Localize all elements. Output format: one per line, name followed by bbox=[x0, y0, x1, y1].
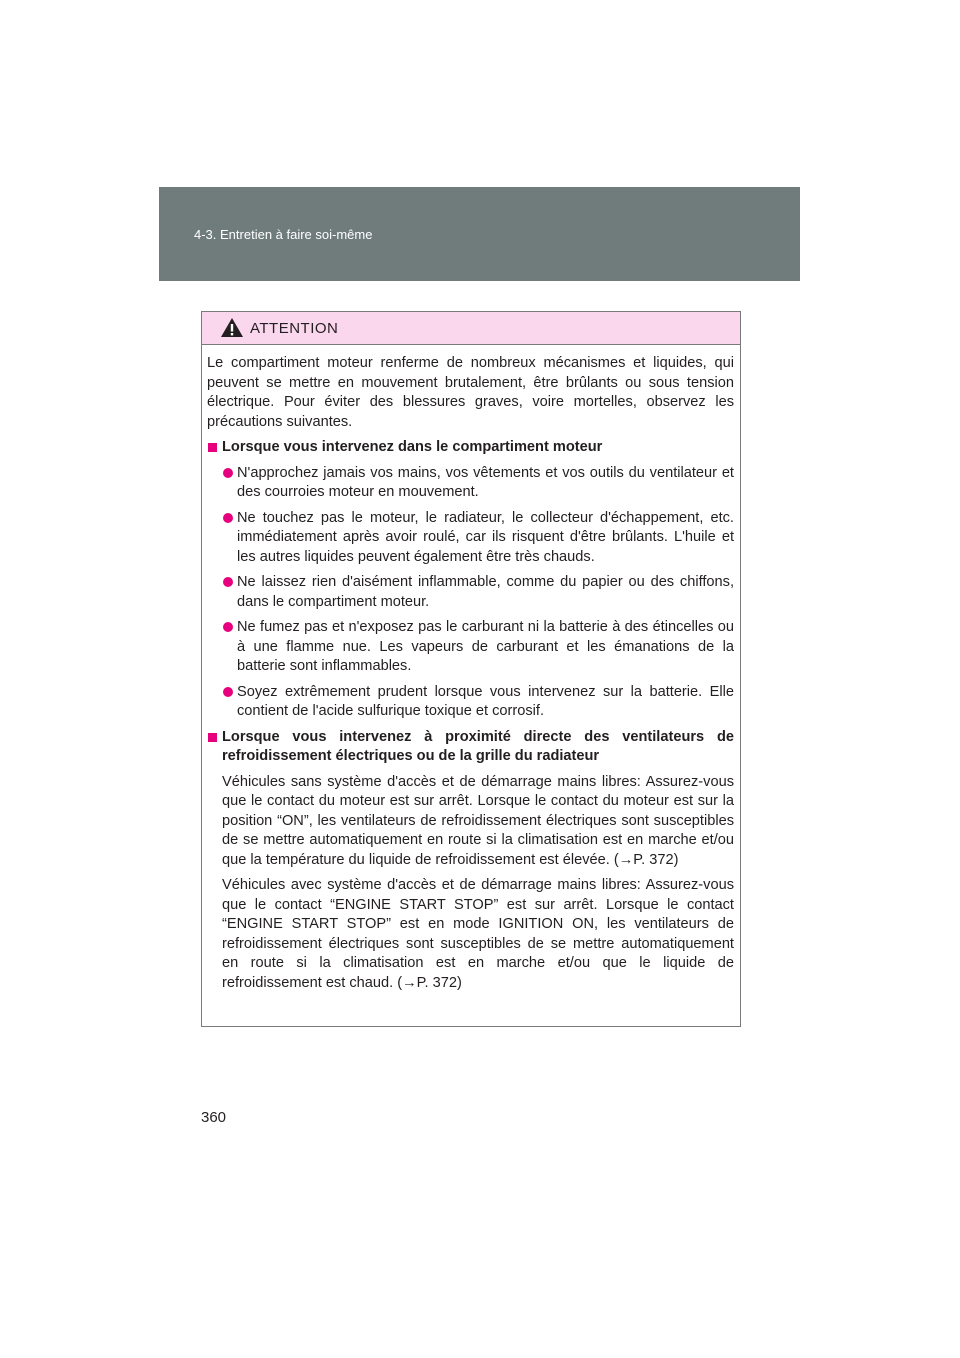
attention-box bbox=[201, 311, 741, 1027]
square-bullet-icon bbox=[208, 733, 217, 742]
attention-title: ATTENTION bbox=[250, 320, 339, 337]
list-item-text: Soyez extrêmement prudent lorsque vous intervenez sur la batterie. Elle contient de l'acide sulfurique toxique et corrosif. bbox=[237, 683, 734, 719]
attention-header bbox=[202, 312, 740, 345]
page-number: 360 bbox=[201, 1109, 227, 1126]
list-item bbox=[207, 618, 734, 677]
list-item-text: N'approchez jamais vos mains, vos vêtements et vos outils du ventilateur et des courroies moteur en mouvement. bbox=[237, 464, 734, 500]
round-bullet-icon bbox=[223, 468, 233, 478]
list-item bbox=[207, 573, 734, 612]
section-heading-text: Lorsque vous intervenez à proximité directe des ventilateurs de refroidissement électriques ou de la grille du radiateur bbox=[222, 728, 734, 764]
list-item-text: Ne laissez rien d'aisément inflammable, comme du papier ou des chiffons, dans le compartiment moteur. bbox=[237, 574, 734, 610]
round-bullet-icon bbox=[223, 513, 233, 523]
round-bullet-icon bbox=[223, 622, 233, 632]
warning-triangle-icon bbox=[220, 317, 244, 338]
attention-body bbox=[202, 345, 740, 993]
section-title: 4-3. Entretien à faire soi-même bbox=[194, 227, 373, 242]
round-bullet-icon bbox=[223, 687, 233, 697]
square-bullet-icon bbox=[208, 443, 217, 452]
section-header-band bbox=[159, 187, 800, 281]
attention-intro: Le compartiment moteur renferme de nombreux mécanismes et liquides, qui peuvent se mettre en mouvement brutalement, être brûlants ou sous tension électrique. Pour éviter des blessures graves, voire mortelles, observez les précautions suivantes. bbox=[207, 355, 734, 430]
list-item-text: Ne touchez pas le moteur, le radiateur, le collecteur d'échappement, etc. immédiatement après avoir roulé, car ils risquent d'être brûlants. L'huile et les autres liquides peuvent également être très chauds. bbox=[237, 509, 734, 565]
list-item-text: Ne fumez pas et n'exposez pas le carburant ni la batterie à des étincelles ou à une flamme nue. Les vapeurs de carburant et les émanations de la batterie sont inflammables. bbox=[237, 619, 734, 674]
list-item bbox=[207, 464, 734, 503]
section-heading-cooling-fans bbox=[207, 728, 734, 767]
list-item bbox=[207, 509, 734, 568]
paragraph-with-smart-key: Véhicules avec système d'accès et de démarrage mains libres: Assurez-vous que le contact “ENGINE START STOP” est sur arrêt. Lorsque le contact “ENGINE START STOP” est en mode IGNITION ON, les ventilateurs de refroidissement électriques sont susceptibles de se mettre automatiquement en route si la climatisation est en marche et/ou que le liquide de refroidissement est chaud. (→P. 372) bbox=[222, 877, 734, 991]
list-item bbox=[207, 683, 734, 722]
section-heading-text: Lorsque vous intervenez dans le compartiment moteur bbox=[222, 439, 603, 455]
paragraph-without-smart-key: Véhicules sans système d'accès et de démarrage mains libres: Assurez-vous que le contact du moteur est sur arrêt. Lorsque le contact du moteur est sur la position “ON”, les ventilateurs de refroidissement électriques sont susceptibles de se mettre automatiquement en route si la climatisation est en marche et/ou que la température du liquide de refroidissement est élevée. (→P. 372) bbox=[222, 773, 734, 868]
section-heading-engine-compartment bbox=[207, 438, 734, 458]
round-bullet-icon bbox=[223, 577, 233, 587]
